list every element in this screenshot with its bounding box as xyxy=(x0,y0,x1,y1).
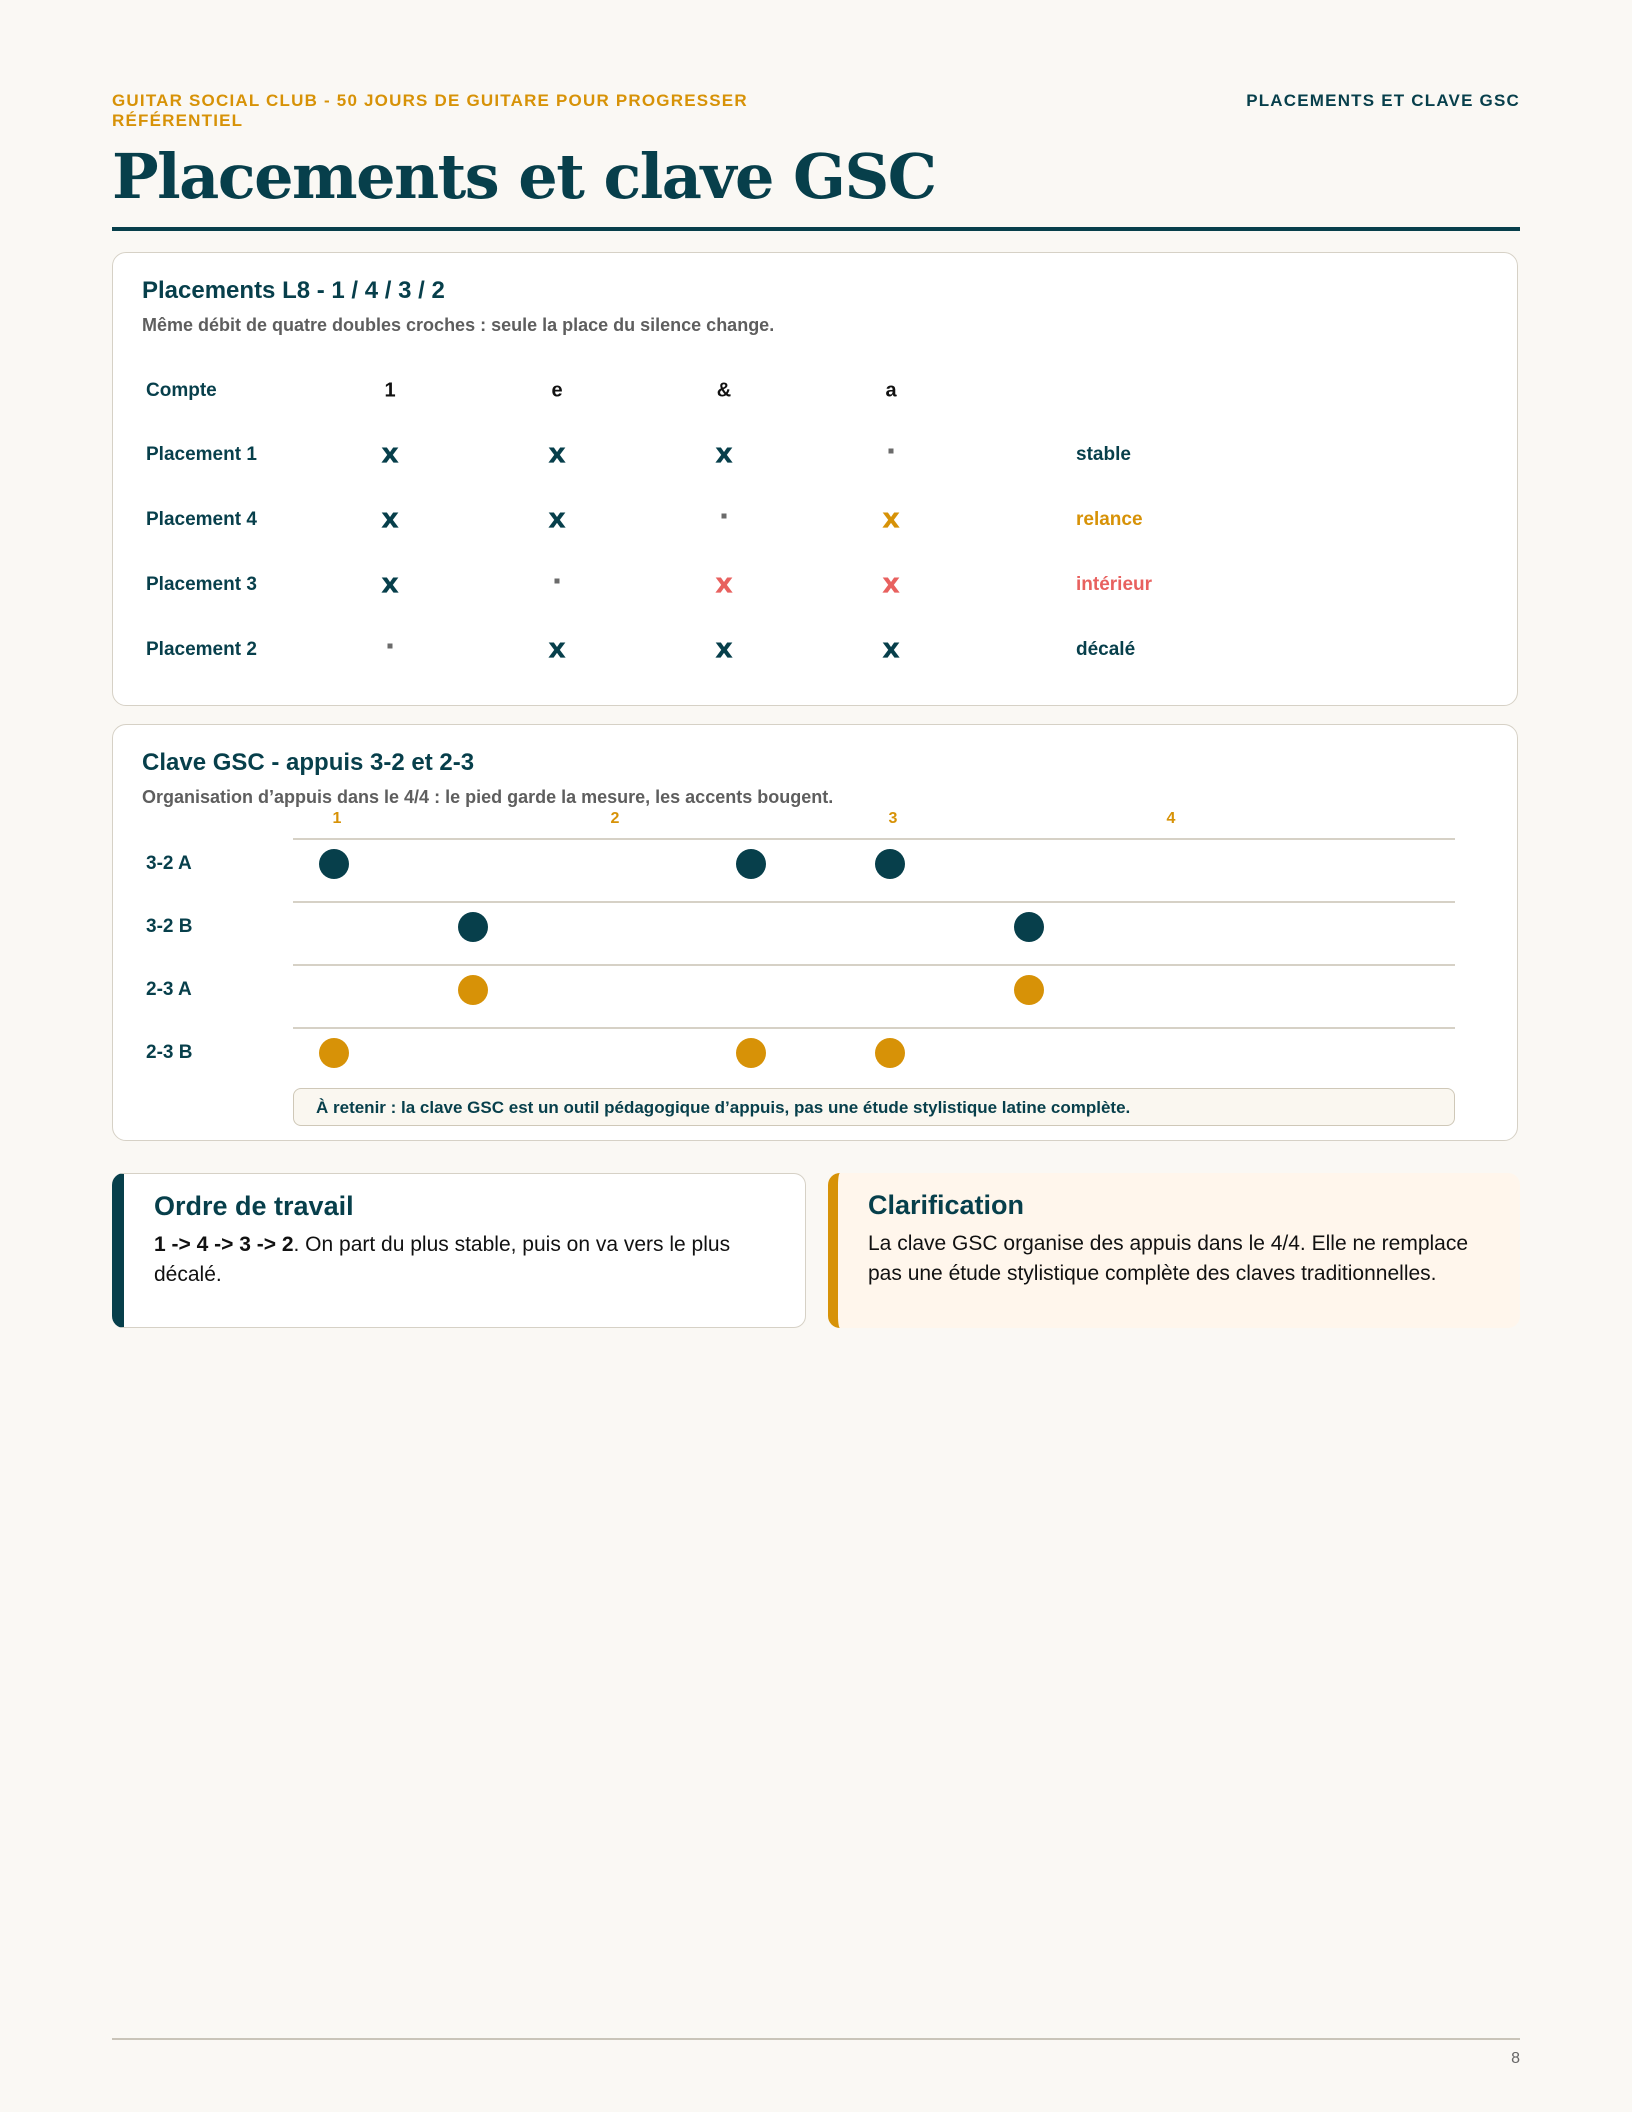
placement-row-label: Placement 1 xyxy=(146,444,257,465)
placement-note: stable xyxy=(1076,444,1131,465)
running-header-right: PLACEMENTS ET CLAVE GSC xyxy=(1246,91,1520,110)
hit-mark: x xyxy=(380,436,400,470)
clave-hit-dot xyxy=(458,975,488,1005)
clave-row-label: 2-3 B xyxy=(146,1042,193,1063)
beat-label-4: 4 xyxy=(1166,810,1176,827)
beat-label-3: 3 xyxy=(888,810,898,827)
page-title: Placements et clave GSC xyxy=(112,140,936,213)
ordre-heading: Ordre de travail xyxy=(154,1191,354,1221)
clave-card xyxy=(112,724,1518,1141)
grid-line xyxy=(293,901,1455,903)
silence-mark xyxy=(889,449,894,454)
hit-mark: x xyxy=(380,501,400,535)
placements-card xyxy=(112,252,1518,706)
silence-mark xyxy=(388,644,393,649)
clave-hit-dot xyxy=(1014,975,1044,1005)
header-series-title: GUITAR SOCIAL CLUB - 50 JOURS DE GUITARE POUR PROGRESSER xyxy=(112,91,748,110)
placement-row-label: Placement 3 xyxy=(146,574,257,595)
grid-line xyxy=(293,964,1455,966)
clarification-text: La clave GSC organise des appuis dans le 4/4. Elle ne remplace pas une étude stylistique complète des claves traditionnelles. xyxy=(868,1232,1469,1285)
ordre-sequence: 1 -> 4 -> 3 -> 2 xyxy=(154,1233,294,1256)
clave-heading: Clave GSC - appuis 3-2 et 2-3 xyxy=(142,749,475,776)
hit-mark: x xyxy=(714,631,734,665)
running-header-left xyxy=(112,91,872,131)
hit-mark: x xyxy=(714,566,734,600)
clave-hit-dot xyxy=(1014,912,1044,942)
clave-row-label: 3-2 A xyxy=(146,853,192,874)
retenir-note: À retenir : la clave GSC est un outil pédagogique d’appuis, pas une étude stylistique latine complète. xyxy=(293,1088,1455,1126)
grid-line xyxy=(293,838,1455,840)
header-section: RÉFÉRENTIEL xyxy=(112,111,244,130)
count-row-label: Compte xyxy=(146,380,217,401)
title-divider xyxy=(112,227,1520,231)
placement-row-label: Placement 2 xyxy=(146,639,257,660)
clave-hit-dot xyxy=(736,849,766,879)
page-number: 8 xyxy=(1511,2050,1520,2067)
ordre-explanation: . On part du plus stable, puis on va vers le plus décalé. xyxy=(154,1233,731,1286)
hit-mark: x xyxy=(547,631,567,665)
hit-mark: x xyxy=(881,501,901,535)
clave-subtitle: Organisation d’appuis dans le 4/4 : le pied garde la mesure, les accents bougent. xyxy=(142,787,834,807)
placement-note: intérieur xyxy=(1076,574,1153,595)
clave-hit-dot xyxy=(319,849,349,879)
placements-subtitle: Même débit de quatre doubles croches : seule la place du silence change. xyxy=(142,315,775,335)
silence-mark xyxy=(722,514,727,519)
count-1: e xyxy=(551,379,563,402)
hit-mark: x xyxy=(547,501,567,535)
beat-label-1: 1 xyxy=(332,810,342,827)
placement-row-label: Placement 4 xyxy=(146,509,257,530)
clave-hit-dot xyxy=(736,1038,766,1068)
clarification-box xyxy=(828,1173,1520,1328)
count-3: a xyxy=(885,379,897,402)
clarification-heading: Clarification xyxy=(868,1190,1025,1220)
clave-row-label: 3-2 B xyxy=(146,916,193,937)
clave-row-label: 2-3 A xyxy=(146,979,192,1000)
hit-mark: x xyxy=(547,436,567,470)
grid-line xyxy=(293,1027,1455,1029)
placement-note: relance xyxy=(1076,509,1143,530)
footer-divider xyxy=(112,2038,1520,2040)
placement-note: décalé xyxy=(1076,639,1136,660)
count-2: & xyxy=(716,379,732,402)
hit-mark: x xyxy=(881,566,901,600)
clave-hit-dot xyxy=(875,1038,905,1068)
hit-mark: x xyxy=(881,631,901,665)
ordre-text xyxy=(154,1230,785,1290)
hit-mark: x xyxy=(714,436,734,470)
clave-hit-dot xyxy=(319,1038,349,1068)
clave-hit-dot xyxy=(458,912,488,942)
ordre-box xyxy=(112,1173,806,1328)
beat-label-2: 2 xyxy=(610,810,620,827)
clave-hit-dot xyxy=(875,849,905,879)
count-0: 1 xyxy=(384,379,396,402)
silence-mark xyxy=(555,579,560,584)
hit-mark: x xyxy=(380,566,400,600)
placements-heading: Placements L8 - 1 / 4 / 3 / 2 xyxy=(142,277,445,304)
